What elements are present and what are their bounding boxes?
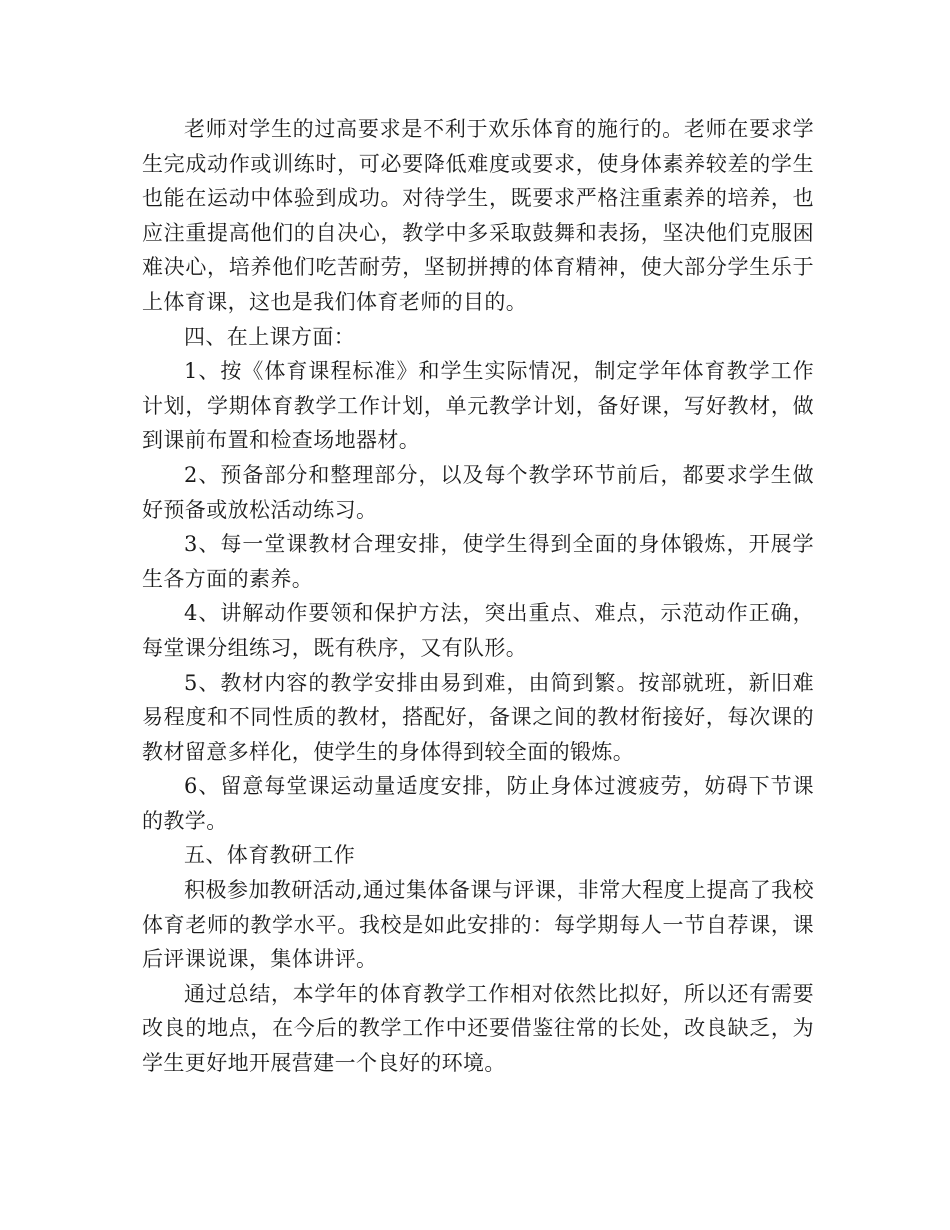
section-heading-classes: 四、在上课方面： bbox=[184, 324, 356, 349]
paragraph-conclusion: 通过总结，本学年的体育教学工作相对依然比拟好，所以还有需要改良的地点，在今后的教学工作中还要借鉴往常的长处，改良缺乏，为学生更好地开展营建一个良好的环境。 bbox=[142, 981, 814, 1076]
document-page bbox=[142, 112, 814, 1081]
paragraph-research: 积极参加教研活动,通过集体备课与评课，非常大程度上提高了我校体育老师的教学水平。我校是如此安排的：每学期每人一节自荐课，课后评课说课，集体讲评。 bbox=[142, 878, 814, 972]
list-item-6: 6、留意每堂课运动量适度安排，防止身体过渡疲劳，妨碍下节课的教学。 bbox=[142, 774, 814, 833]
section-heading-research: 五、体育教研工作 bbox=[184, 843, 356, 868]
list-item-5: 5、教材内容的教学安排由易到难，由简到繁。按部就班，新旧难易程度和不同性质的教材，搭配好，备课之间的教材衔接好，每次课的教材留意多样化，使学生的身体得到较全面的锻炼。 bbox=[142, 670, 814, 764]
paragraph-student-requirements: 老师对学生的过高要求是不利于欢乐体育的施行的。老师在要求学生完成动作或训练时，可必要降低难度或要求，使身体素养较差的学生也能在运动中体验到成功。对待学生，既要求严格注重素养的培养，也应注重提高他们的自决心，教学中多采取鼓舞和表扬，坚决他们克服困难决心，培养他们吃苦耐劳，坚韧拼搏的体育精神，使大部分学生乐于上体育课，这也是我们体育老师的目的。 bbox=[142, 117, 814, 314]
list-item-1: 1、按《体育课程标准》和学生实际情况，制定学年体育教学工作计划，学期体育教学工作计划，单元教学计划，备好课，写好教材，做到课前布置和检查场地器材。 bbox=[142, 359, 814, 453]
list-item-2: 2、预备部分和整理部分，以及每个教学环节前后，都要求学生做好预备或放松活动练习。 bbox=[142, 462, 814, 522]
list-item-3: 3、每一堂课教材合理安排，使学生得到全面的身体锻炼，开展学生各方面的素养。 bbox=[142, 532, 814, 591]
list-item-4: 4、讲解动作要领和保护方法，突出重点、难点，示范动作正确，每堂课分组练习，既有秩序，又有队形。 bbox=[142, 601, 814, 660]
